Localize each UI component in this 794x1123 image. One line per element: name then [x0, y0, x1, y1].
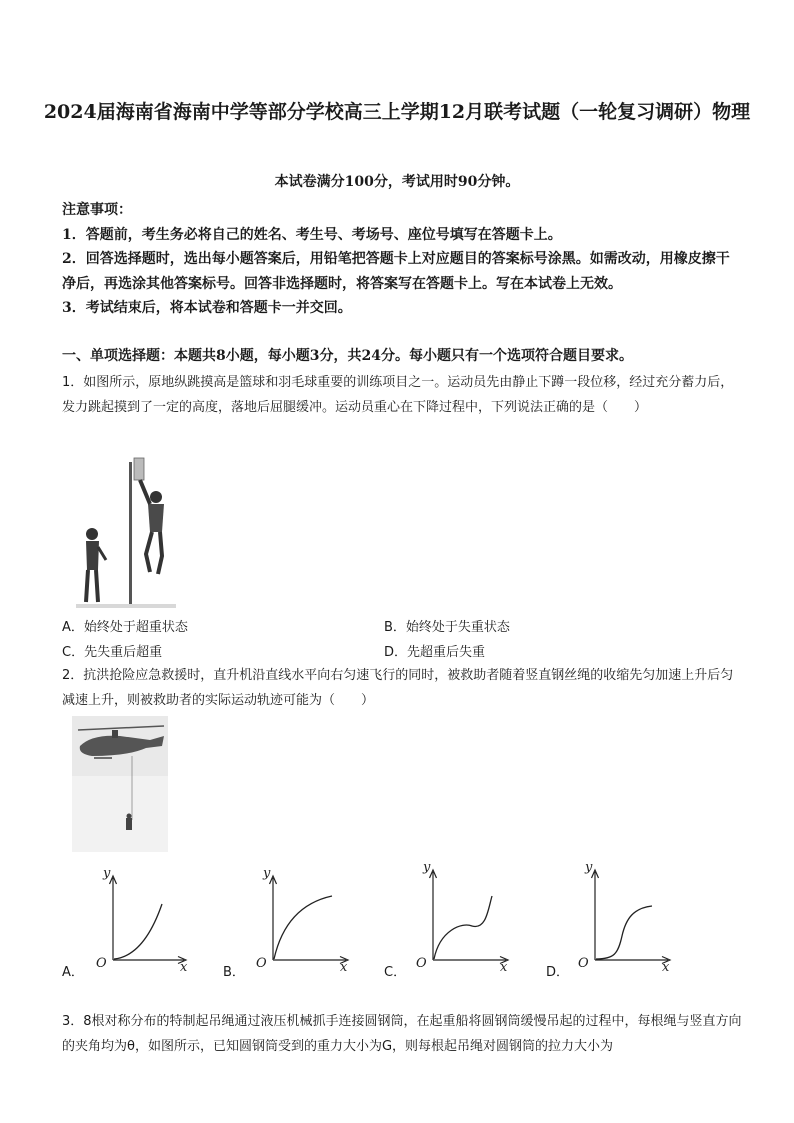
helicopter-photo [72, 716, 168, 852]
question-3-text: 3．8根对称分布的特制起吊绳通过液压机械抓手连接圆钢筒，在起重船将圆钢筒缓慢吊起的过程中，每根绳与竖直方向的夹角均为θ，如图所示，已知圆钢筒受到的重力大小为G，则每根起吊绳对圆钢筒的拉力大小为 [62, 1014, 742, 1054]
graph-b-y-label: y [263, 866, 271, 881]
graph-label-c: C． [384, 965, 407, 980]
graph-d-y-label: y [585, 860, 593, 875]
exam-title: 2024届海南省海南中学等部分学校高三上学期12月联考试题（一轮复习调研）物理 [43, 101, 751, 123]
notes-item: 2．回答选择题时，选出每小题答案后，用铅笔把答题卡上对应题目的答案标号涂黑。如需改动，用橡皮擦干净后，再选涂其他答案标号。回答非选择题时，将答案写在答题卡上。写在本试卷上无效。 [62, 251, 730, 292]
option-d: D．先超重后失重 [384, 645, 486, 660]
graph-c-x-label: x [500, 960, 508, 974]
section-heading: 一、单项选择题：本题共8小题，每小题3分，共24分。每小题只有一个选项符合题目要求。 [62, 348, 633, 364]
graph-label-d: D． [546, 965, 570, 980]
graph-a-y-label: y [103, 866, 111, 881]
option-a: A．始终处于超重状态 [62, 620, 188, 635]
graph-a-origin: O [96, 956, 107, 971]
graph-c-y-label: y [423, 860, 431, 875]
graph-label-a: A． [62, 965, 84, 980]
graph-c [414, 858, 514, 974]
graph-a [94, 864, 190, 974]
graph-b-origin: O [256, 956, 267, 971]
graph-d [576, 858, 676, 974]
notes-block [62, 198, 742, 321]
graph-label-b: B． [223, 965, 245, 980]
question-1-text: 1．如图所示，原地纵跳摸高是篮球和羽毛球重要的训练项目之一。运动员先由静止下蹲一段位移，经过充分蓄力后，发力跳起摸到了一定的高度，落地后屈腿缓冲。运动员重心在下降过程中，下列说法正确的是（ ） [62, 375, 734, 415]
option-c: C．先失重后超重 [62, 645, 163, 660]
graph-d-x-label: x [662, 960, 670, 974]
notes-item: 1．答题前，考生务必将自己的姓名、考生号、考场号、座位号填写在答题卡上。 [62, 226, 562, 243]
notes-item: 3．考试结束后，将本试卷和答题卡一并交回。 [62, 300, 352, 316]
option-b: B．始终处于失重状态 [384, 620, 510, 635]
notes-heading: 注意事项： [62, 202, 132, 218]
exam-subtitle: 本试卷满分100分，考试用时90分钟。 [274, 174, 520, 190]
question-2-text: 2．抗洪抢险应急救援时，直升机沿直线水平向右匀速飞行的同时，被救助者随着竖直钢丝绳的收缩先匀加速上升后匀减速上升，则被救助者的实际运动轨迹可能为（ ） [62, 668, 734, 708]
graph-b-x-label: x [340, 960, 348, 974]
graph-c-origin: O [416, 956, 427, 971]
graph-d-origin: O [578, 956, 589, 971]
graph-a-x-label: x [180, 960, 188, 974]
jump-photo [76, 452, 176, 608]
graph-b [254, 864, 354, 974]
